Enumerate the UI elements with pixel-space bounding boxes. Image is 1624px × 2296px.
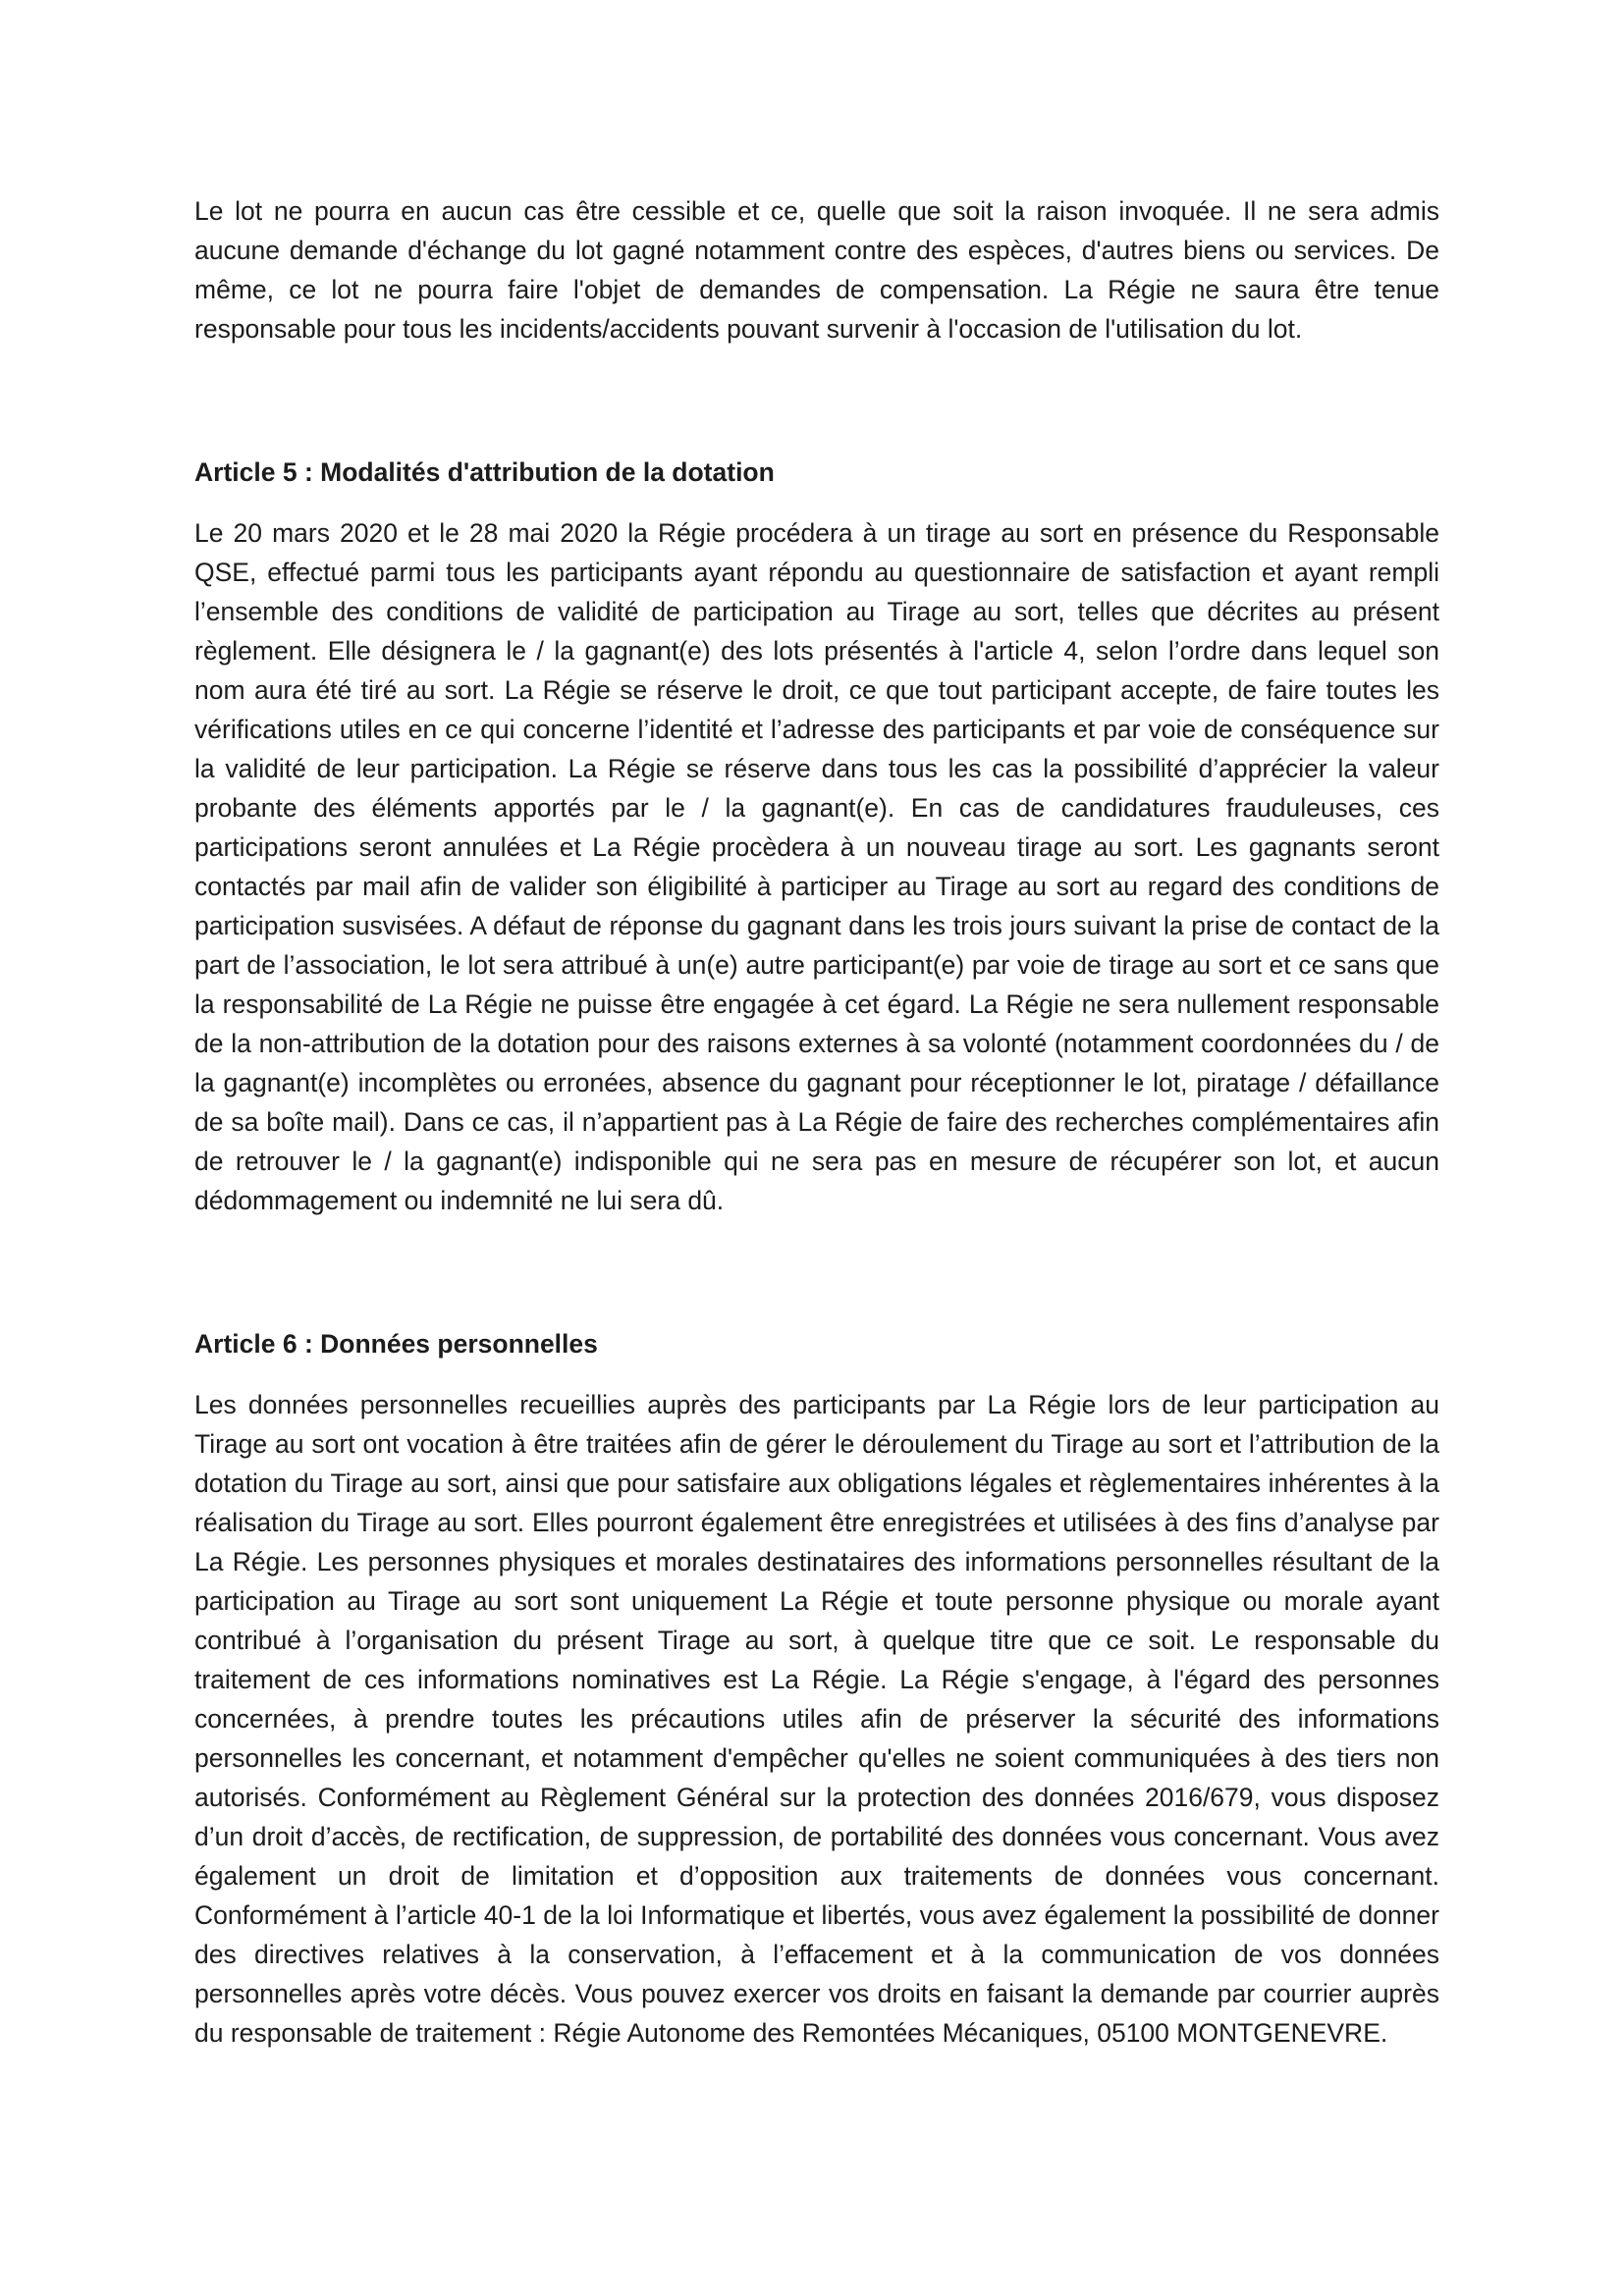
article-6-paragraph: Les données personnelles recueillies auprès des participants par La Régie lors de leur participation au Tirage au sort ont vocation à être traitées afin de gérer le déroulement du Tirage au sort et l’attribution de la dotation du Tirage au sort, ainsi que pour satisfaire aux obligations légales et règlementaires inhérentes à la réalisation du Tirage au sort. Elles pourront également être enregistrées et utilisées à des fins d’analyse par La Régie. Les personnes physiques et morales destinataires des informations personnelles résultant de la participation au Tirage au sort sont uniquement La Régie et toute personne physique ou morale ayant contribué à l’organisation du présent Tirage au sort, à quelque titre que ce soit. Le responsable du traitement de ces informations nominatives est La Régie. La Régie s'engage, à l'égard des personnes concernées, à prendre toutes les précautions utiles afin de préserver la sécurité des informations personnelles les concernant, et notamment d'empêcher qu'elles ne soient communiquées à des tiers non autorisés. Conformément au Règlement Général sur la protection des données 2016/679, vous disposez d’un droit d’accès, de rectification, de suppression, de portabilité des données vous concernant. Vous avez également un droit de limitation et d’opposition aux traitements de données vous concernant. Conformément à l’article 40-1 de la loi Informatique et libertés, vous avez également la possibilité de donner des directives relatives à la conservation, à l’effacement et à la communication de vos données personnelles après votre décès. Vous pouvez exercer vos droits en faisant la demande par courrier auprès du responsable de traitement : Régie Autonome des Remontées Mécaniques, 05100 MONTGENEVRE.: [194, 1390, 1439, 2048]
article-6-heading: Article 6 : Données personnelles: [194, 1329, 598, 1359]
intro-paragraph: Le lot ne pourra en aucun cas être cessible et ce, quelle que soit la raison invoquée. Il ne sera admis aucune demande d'échange du lot gagné notamment contre des espèces, d'autres biens ou services. De même, ce lot ne pourra faire l'objet de demandes de compensation. La Régie ne saura être tenue responsable pour tous les incidents/accidents pouvant survenir à l'occasion de l'utilisation du lot.: [194, 196, 1439, 344]
document-page: [194, 191, 1439, 2053]
article-5-heading: Article 5 : Modalités d'attribution de la dotation: [194, 457, 775, 487]
article-5-paragraph: Le 20 mars 2020 et le 28 mai 2020 la Régie procédera à un tirage au sort en présence du Responsable QSE, effectué parmi tous les participants ayant répondu au questionnaire de satisfaction et ayant rempli l’ensemble des conditions de validité de participation au Tirage au sort, telles que décrites au présent règlement. Elle désignera le / la gagnant(e) des lots présentés à l'article 4, selon l’ordre dans lequel son nom aura été tiré au sort. La Régie se réserve le droit, ce que tout participant accepte, de faire toutes les vérifications utiles en ce qui concerne l’identité et l’adresse des participants et par voie de conséquence sur la validité de leur participation. La Régie se réserve dans tous les cas la possibilité d’apprécier la valeur probante des éléments apportés par le / la gagnant(e). En cas de candidatures frauduleuses, ces participations seront annulées et La Régie procèdera à un nouveau tirage au sort. Les gagnants seront contactés par mail afin de valider son éligibilité à participer au Tirage au sort au regard des conditions de participation susvisées. A défaut de réponse du gagnant dans les trois jours suivant la prise de contact de la part de l’association, le lot sera attribué à un(e) autre participant(e) par voie de tirage au sort et ce sans que la responsabilité de La Régie ne puisse être engagée à cet égard. La Régie ne sera nullement responsable de la non-attribution de la dotation pour des raisons externes à sa volonté (notamment coordonnées du / de la gagnant(e) incomplètes ou erronées, absence du gagnant pour réceptionner le lot, piratage / défaillance de sa boîte mail). Dans ce cas, il n’appartient pas à La Régie de faire des recherches complémentaires afin de retrouver le / la gagnant(e) indisponible qui ne sera pas en mesure de récupérer son lot, et aucun dédommagement ou indemnité ne lui sera dû.: [194, 518, 1439, 1215]
